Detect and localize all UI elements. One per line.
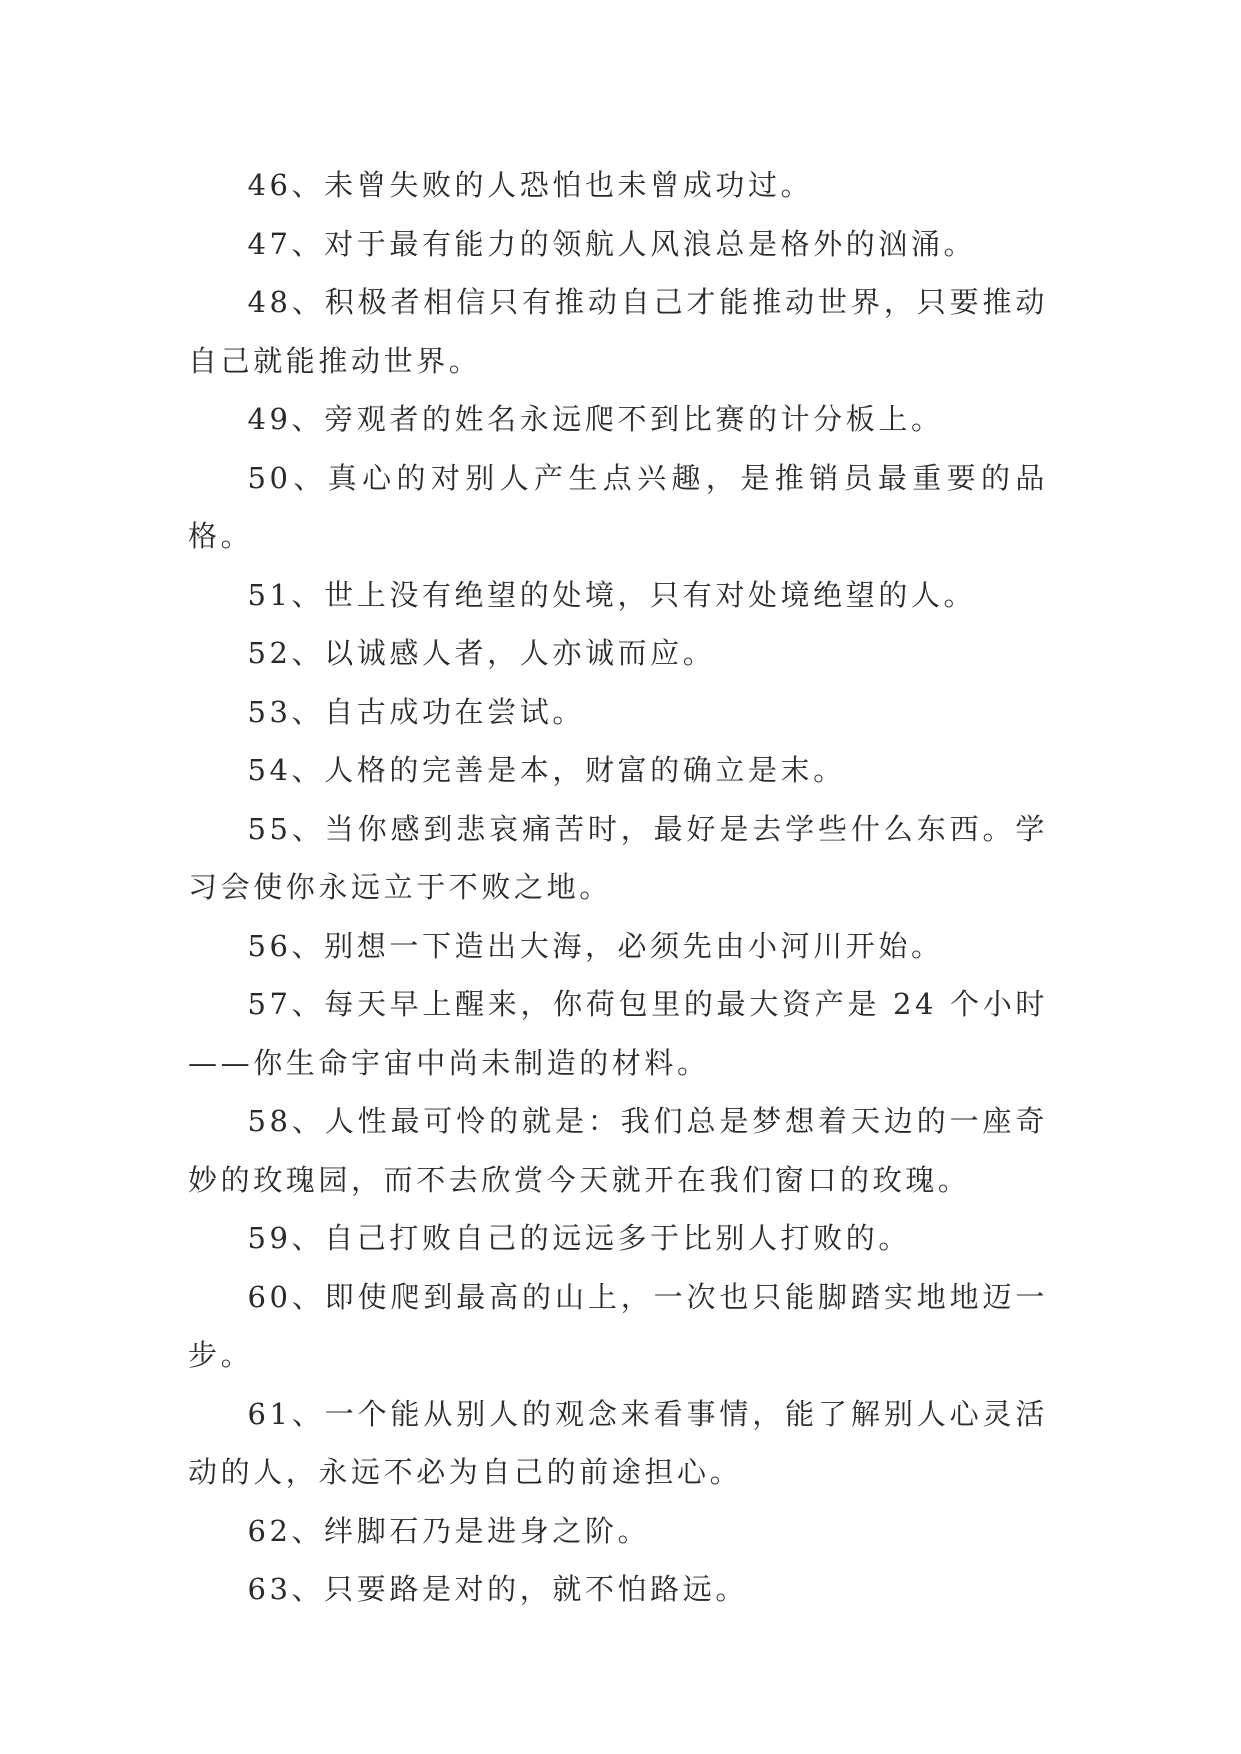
document-body	[188, 156, 1048, 1619]
paragraph-62: 62、绊脚石乃是进身之阶。	[247, 1513, 651, 1548]
paragraph-47: 47、对于最有能力的领航人风浪总是格外的汹涌。	[247, 226, 977, 261]
paragraph-59: 59、自己打败自己的远远多于比别人打败的。	[247, 1221, 911, 1255]
paragraph-52: 52、以诚感人者，人亦诚而应。	[247, 636, 716, 670]
paragraph-49: 49、旁观者的姓名永远爬不到比赛的计分板上。	[247, 402, 944, 436]
paragraph-63: 63、只要路是对的，就不怕路远。	[247, 1572, 748, 1606]
paragraph-60: 60、即使爬到最高的山上，一次也只能脚踏实地地迈一步。	[188, 1279, 1048, 1372]
paragraph-57: 57、每天早上醒来，你荷包里的最大资产是 24 个小时——你生命宇宙中尚未制造的材料。	[188, 987, 1048, 1080]
paragraph-55: 55、当你感到悲哀痛苦时，最好是去学些什么东西。学习会使你永远立于不败之地。	[188, 811, 1048, 904]
paragraph-46: 46、未曾失败的人恐怕也未曾成功过。	[247, 168, 814, 202]
paragraph-48: 48、积极者相信只有推动自己才能推动世界，只要推动自己就能推动世界。	[188, 285, 1048, 378]
paragraph-58: 58、人性最可怜的就是：我们总是梦想着天边的一座奇妙的玫瑰园，而不去欣赏今天就开在我们窗口的玫瑰。	[188, 1104, 1048, 1197]
paragraph-51: 51、世上没有绝望的处境，只有对处境绝望的人。	[247, 577, 977, 612]
paragraph-54: 54、人格的完善是本，财富的确立是末。	[247, 753, 846, 787]
paragraph-56: 56、别想一下造出大海，必须先由小河川开始。	[247, 928, 944, 963]
paragraph-61: 61、一个能从别人的观念来看事情，能了解别人心灵活动的人，永远不必为自己的前途担心。	[188, 1396, 1048, 1489]
paragraph-50: 50、真心的对别人产生点兴趣，是推销员最重要的品格。	[188, 460, 1048, 553]
paragraph-53: 53、自古成功在尝试。	[247, 694, 585, 729]
